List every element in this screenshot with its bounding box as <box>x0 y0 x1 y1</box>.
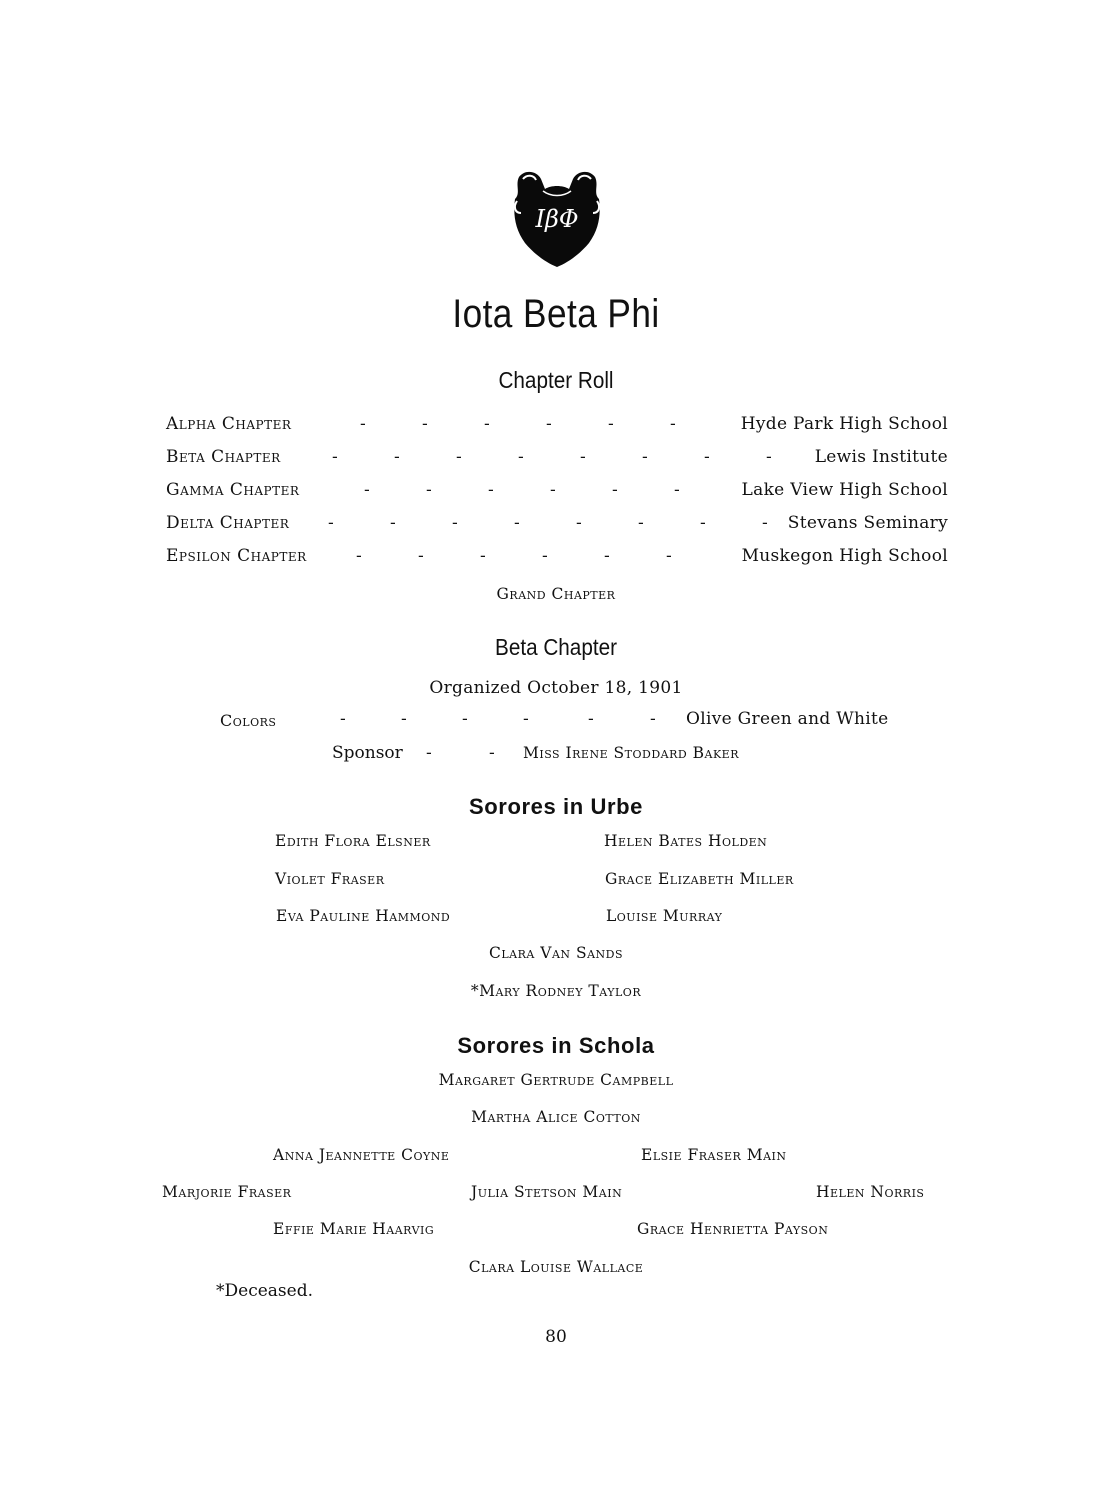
dash-leader: - <box>546 414 552 434</box>
member-name: Clara Van Sands <box>489 944 623 962</box>
chapter-name: Alpha Chapter <box>166 414 292 434</box>
dash-leader: - <box>518 447 524 467</box>
member-name: Elsie Fraser Main <box>641 1146 787 1164</box>
dash-leader: - <box>484 414 490 434</box>
chapter-row-alpha <box>166 414 948 438</box>
member-name: Julia Stetson Main <box>471 1183 623 1201</box>
deceased-footnote: *Deceased. <box>216 1281 313 1301</box>
chapter-roll-heading: Chapter Roll <box>498 367 614 393</box>
dash-leader: - <box>426 480 432 500</box>
member-name: Edith Flora Elsner <box>275 832 431 850</box>
chapter-row-gamma <box>166 480 948 504</box>
dash-leader: - <box>514 513 520 533</box>
sorores-in-schola-heading: Sorores in Schola <box>457 1033 655 1058</box>
member-name: Helen Norris <box>816 1183 925 1201</box>
dash-leader: - <box>480 546 486 566</box>
chapter-name: Delta Chapter <box>166 513 290 533</box>
dash-leader: - <box>360 414 366 434</box>
dash-leader: - <box>523 709 529 729</box>
organized-date: Organized October 18, 1901 <box>429 678 683 698</box>
grand-chapter-label: Grand Chapter <box>496 585 616 603</box>
dash-leader: - <box>670 414 676 434</box>
sponsor-label: Sponsor <box>332 743 403 763</box>
chapter-school: Hyde Park High School <box>740 414 948 434</box>
dash-leader: - <box>390 513 396 533</box>
member-name: Clara Louise Wallace <box>468 1258 644 1276</box>
chapter-row-beta <box>166 447 948 471</box>
dash-leader: - <box>700 513 706 533</box>
member-name: Violet Fraser <box>275 870 385 888</box>
chapter-row-epsilon <box>166 546 948 570</box>
chapter-school: Muskegon High School <box>741 546 948 566</box>
member-name: Martha Alice Cotton <box>471 1108 641 1126</box>
colors-value: Olive Green and White <box>686 709 889 729</box>
member-name: Effie Marie Haarvig <box>273 1220 435 1238</box>
chapter-school: Lewis Institute <box>814 447 948 467</box>
dash-leader: - <box>488 480 494 500</box>
dash-leader: - <box>418 546 424 566</box>
member-name: Louise Murray <box>606 907 723 925</box>
beta-chapter-heading: Beta Chapter <box>495 634 617 660</box>
dash-leader: - <box>332 447 338 467</box>
member-name: *Mary Rodney Taylor <box>470 982 642 1000</box>
member-name: Margaret Gertrude Campbell <box>438 1071 674 1089</box>
dash-leader: - <box>328 513 334 533</box>
page-number: 80 <box>545 1327 567 1347</box>
sponsor-value: Miss Irene Stoddard Baker <box>523 744 739 762</box>
dash-leader: - <box>456 447 462 467</box>
dash-leader: - <box>356 546 362 566</box>
dash-leader: - <box>638 513 644 533</box>
chapter-name: Beta Chapter <box>166 447 281 467</box>
dash-leader: - <box>364 480 370 500</box>
member-name: Anna Jeannette Coyne <box>273 1146 450 1164</box>
chapter-name: Epsilon Chapter <box>166 546 307 566</box>
sorores-in-urbe-heading: Sorores in Urbe <box>468 794 644 819</box>
dash-leader: - <box>340 709 346 729</box>
dash-leader: - <box>394 447 400 467</box>
dash-leader: - <box>588 709 594 729</box>
dash-leader: - <box>608 414 614 434</box>
dash-leader: - <box>426 743 432 763</box>
dash-leader: - <box>704 447 710 467</box>
chapter-school: Stevans Seminary <box>787 513 948 533</box>
dash-leader: - <box>604 546 610 566</box>
chapter-row-delta <box>166 513 948 537</box>
dash-leader: - <box>612 480 618 500</box>
member-name: Grace Elizabeth Miller <box>605 870 794 888</box>
colors-label: Colors <box>220 711 277 730</box>
dash-leader: - <box>462 709 468 729</box>
dash-leader: - <box>422 414 428 434</box>
dash-leader: - <box>674 480 680 500</box>
chapter-name: Gamma Chapter <box>166 480 300 500</box>
member-name: Eva Pauline Hammond <box>276 907 451 925</box>
page-title: Iota Beta Phi <box>452 292 660 336</box>
dash-leader: - <box>489 743 495 763</box>
dash-leader: - <box>642 447 648 467</box>
fraternity-crest-logo <box>507 167 607 269</box>
dash-leader: - <box>576 513 582 533</box>
dash-leader: - <box>762 513 768 533</box>
dash-leader: - <box>550 480 556 500</box>
dash-leader: - <box>766 447 772 467</box>
chapter-school: Lake View High School <box>741 480 948 500</box>
member-name: Marjorie Fraser <box>162 1183 292 1201</box>
dash-leader: - <box>542 546 548 566</box>
crest-letters: IβΦ <box>535 205 579 233</box>
member-name: Grace Henrietta Payson <box>637 1220 829 1238</box>
dash-leader: - <box>650 709 656 729</box>
member-name: Helen Bates Holden <box>604 832 768 850</box>
dash-leader: - <box>452 513 458 533</box>
dash-leader: - <box>580 447 586 467</box>
dash-leader: - <box>401 709 407 729</box>
dash-leader: - <box>666 546 672 566</box>
